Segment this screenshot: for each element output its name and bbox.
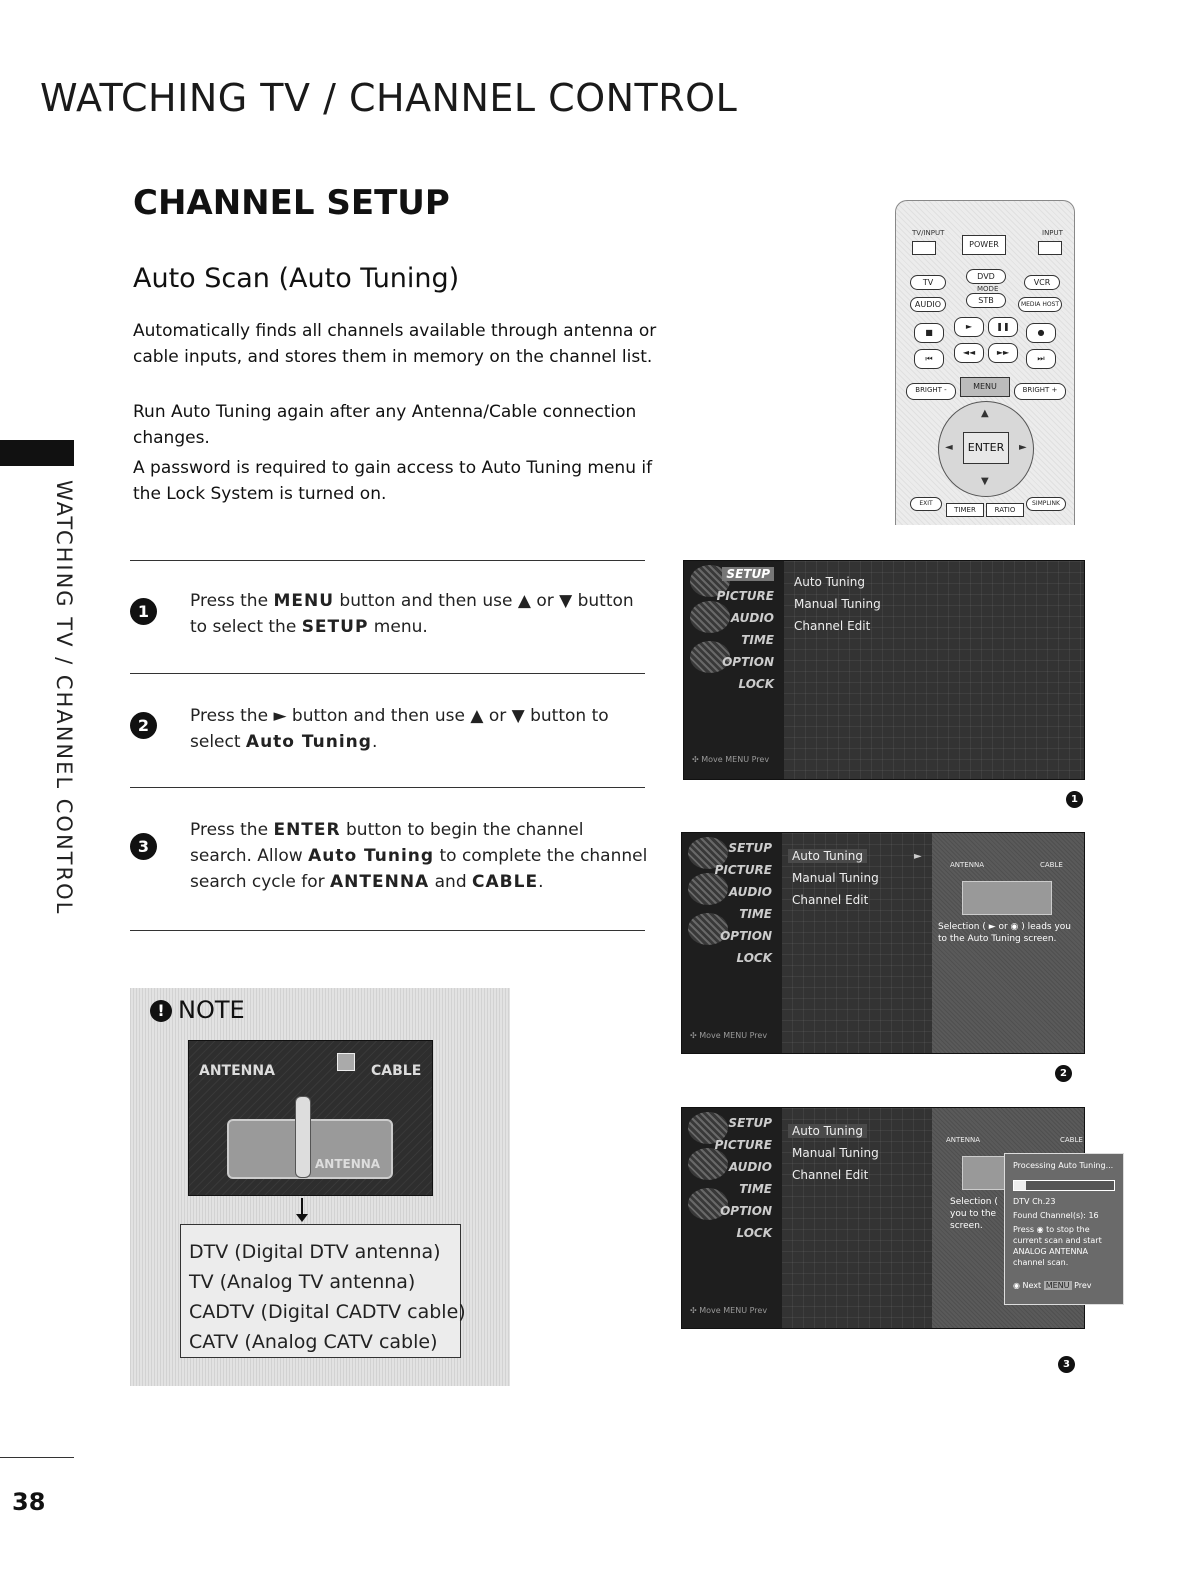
antenna-cable-diagram [188,1040,433,1196]
divider [130,787,645,788]
skip-forward-icon: ⏭ [1026,349,1056,369]
cable-label: CABLE [1060,1136,1083,1144]
right-arrow-icon: ► [1019,442,1027,453]
tab-time: TIME [739,1182,772,1196]
bright-plus-button: BRIGHT + [1014,383,1066,400]
direction-pad [938,401,1034,497]
figure-number-1: 1 [1066,791,1083,808]
antenna-label: ANTENNA [946,1136,980,1144]
selection-note: Selection ( ► or ◉ ) leads you to the Auto Tuning screen. [938,922,1071,944]
side-tab-marker [0,440,74,466]
note-list-item: DTV (Digital DTV antenna) [189,1241,441,1263]
menu-footer: ✣ Move MENU Prev [692,755,770,764]
tab-picture: PICTURE [714,1138,772,1152]
dialog-instruction: Press ◉ to stop the current scan and start ANALOG ANTENNA channel scan. [1013,1225,1102,1267]
divider [130,673,645,674]
tv-mode-button: TV [910,275,946,290]
menu-thumbnail [688,873,728,905]
tab-audio: AUDIO [728,1160,772,1174]
menu-item-auto-tuning: Auto Tuning [788,849,867,863]
progress-bar-fill [1014,1181,1026,1190]
input-button [1038,241,1062,255]
plug-icon [295,1096,311,1178]
bright-minus-button: BRIGHT - [906,383,956,400]
tab-audio: AUDIO [730,611,774,625]
menu-item-auto-tuning: Auto Tuning [788,1124,867,1138]
step-number-3: 3 [130,833,157,860]
selection-note: Selection ( you to the screen. [950,1197,998,1231]
fast-forward-icon: ►► [988,343,1018,363]
antenna-label: ANTENNA [199,1063,275,1079]
tab-picture: PICTURE [714,863,772,877]
note-list-item: CATV (Analog CATV cable) [189,1331,438,1353]
page-number-rule [0,1457,74,1458]
tab-option: OPTION [720,1204,772,1218]
connection-panel [962,881,1052,915]
stb-mode-button: STB [966,293,1006,308]
menu-thumbnail [690,601,730,633]
divider [130,930,645,931]
pause-icon: ❚❚ [988,317,1018,337]
dialog-title: Processing Auto Tuning... [1013,1161,1114,1170]
menu-tabs [682,1108,782,1328]
dialog-footer: ◉ Next MENU Prev [1013,1281,1092,1290]
intro-paragraph: A password is required to gain access to Auto Tuning menu if the Lock System is turned on. [133,458,653,504]
side-tab-label: WATCHING TV / CHANNEL CONTROL [52,480,76,916]
menu-tabs [682,833,782,1053]
tab-lock: LOCK [738,677,774,691]
menu-item-manual-tuning: Manual Tuning [792,1146,879,1160]
note-list [180,1224,466,1358]
tv-input-button [912,241,936,255]
menu-item-channel-edit: Channel Edit [794,619,871,633]
menu-item-channel-edit: Channel Edit [792,893,869,907]
setup-menu-screenshot-1 [683,560,1085,780]
enter-button: ENTER [963,432,1009,464]
step-1-text: Press the MENU button and then use ▲ or ▼ button to select the SETUP menu. [190,591,634,637]
rewind-icon: ◄◄ [954,343,984,363]
dialog-channel: DTV Ch.23 [1013,1197,1056,1206]
tab-setup: SETUP [728,1116,772,1130]
right-arrow-icon: ► [914,851,922,862]
timer-button: TIMER [946,503,984,517]
tab-lock: LOCK [736,1226,772,1240]
note-box [130,988,510,1386]
tab-setup: SETUP [722,567,774,581]
panel-antenna-label: ANTENNA [315,1157,381,1171]
page-number: 38 [12,1488,46,1516]
cable-label: CABLE [1040,861,1063,869]
vcr-mode-button: VCR [1024,275,1060,290]
menu-footer: ✣ Move MENU Prev [690,1306,768,1315]
ratio-button: RATIO [986,503,1024,517]
menu-thumbnail [688,1148,728,1180]
subsection-title: Auto Scan (Auto Tuning) [133,263,460,294]
intro-paragraph: Run Auto Tuning again after any Antenna/Cable connection changes. [133,402,637,448]
play-icon: ► [954,317,984,337]
section-title: CHANNEL SETUP [133,183,450,223]
tab-setup: SETUP [728,841,772,855]
page-header: WATCHING TV / CHANNEL CONTROL [40,76,738,120]
step-3-text: Press the ENTER button to begin the channel search. Allow Auto Tuning to complete the channel search cycle for ANTENNA and CABLE. [190,820,648,892]
input-label: INPUT [1042,229,1063,237]
note-title: NOTE [178,996,245,1024]
tab-picture: PICTURE [716,589,774,603]
tab-option: OPTION [722,655,774,669]
down-arrow-icon: ▼ [981,476,989,487]
step-number-2: 2 [130,712,157,739]
tab-audio: AUDIO [728,885,772,899]
tab-option: OPTION [720,929,772,943]
menu-preview-panel [932,833,1084,1053]
menu-item-manual-tuning: Manual Tuning [792,871,879,885]
note-list-item: TV (Analog TV antenna) [189,1271,416,1293]
note-icon: ! [150,1000,172,1022]
progress-bar [1013,1180,1115,1191]
record-icon: ● [1026,323,1056,343]
tab-time: TIME [741,633,774,647]
figure-number-2: 2 [1055,1065,1072,1082]
setup-menu-screenshot-2 [681,832,1085,1054]
menu-button: MENU [960,377,1010,397]
tab-time: TIME [739,907,772,921]
setup-menu-screenshot-3 [681,1107,1114,1329]
menu-tabs [684,561,784,779]
remote-control-illustration [895,200,1075,525]
auto-tuning-progress-dialog [1004,1153,1124,1305]
exit-button: EXIT [910,497,942,511]
note-list-item: CADTV (Digital CADTV cable) [189,1301,466,1323]
simplink-button: SIMPLINK [1026,497,1066,511]
arrow-head-icon [296,1214,308,1222]
up-arrow-icon: ▲ [981,408,989,419]
menu-item-auto-tuning: Auto Tuning [794,575,865,589]
media-host-mode-button: MEDIA HOST [1018,297,1062,312]
menu-item-channel-edit: Channel Edit [792,1168,869,1182]
left-arrow-icon: ◄ [945,442,953,453]
dvd-mode-button: DVD [966,269,1006,284]
audio-mode-button: AUDIO [910,297,946,312]
skip-back-icon: ⏮ [914,349,944,369]
power-button: POWER [962,235,1006,255]
menu-item-manual-tuning: Manual Tuning [794,597,881,611]
cable-connector-icon [337,1053,355,1071]
tab-lock: LOCK [736,951,772,965]
divider [130,560,645,561]
antenna-label: ANTENNA [950,861,984,869]
mode-label: MODE [977,285,999,293]
stop-icon: ■ [914,323,944,343]
figure-number-3: 3 [1058,1356,1075,1373]
step-number-1: 1 [130,598,157,625]
step-2-text: Press the ► button and then use ▲ or ▼ button to select Auto Tuning. [190,706,609,752]
tv-input-label: TV/INPUT [912,229,945,237]
cable-label: CABLE [371,1063,422,1079]
dialog-found-count: Found Channel(s): 16 [1013,1211,1099,1220]
intro-paragraph: Automatically finds all channels available through antenna or cable inputs, and stores them in memory on the channel list. [133,321,657,367]
menu-footer: ✣ Move MENU Prev [690,1031,768,1040]
